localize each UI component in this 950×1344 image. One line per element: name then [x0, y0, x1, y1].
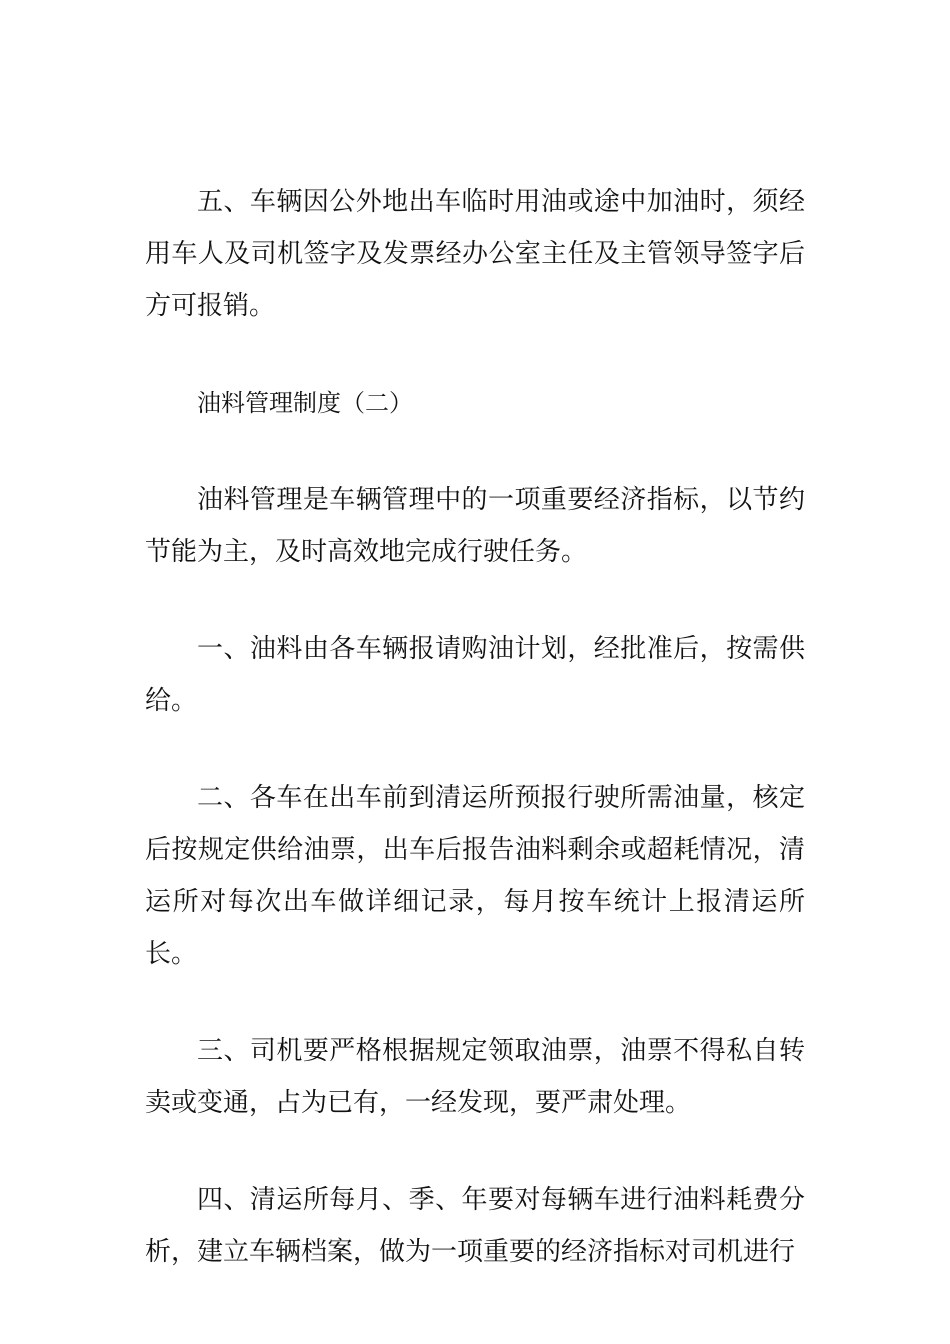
document-body — [145, 176, 805, 1323]
paragraph-item-five: 五、车辆因公外地出车临时用油或途中加油时，须经用车人及司机签字及发票经办公室主任及主管领导签字后方可报销。 — [145, 187, 805, 321]
paragraph-item-one: 一、油料由各车辆报请购油计划，经批准后，按需供给。 — [145, 634, 805, 716]
paragraph-item-four: 四、清运所每月、季、年要对每辆车进行油料耗费分析，建立车辆档案，做为一项重要的经济指标对司机进行 — [145, 1185, 805, 1267]
paragraph-item-two: 二、各车在出车前到清运所预报行驶所需油量，核定后按规定供给油票，出车后报告油料剩余或超耗情况，清运所对每次出车做详细记录，每月按车统计上报清运所长。 — [145, 783, 805, 969]
section-title: 油料管理制度（二） — [197, 389, 413, 417]
paragraph-intro: 油料管理是车辆管理中的一项重要经济指标，以节约节能为主，及时高效地完成行驶任务。 — [145, 485, 805, 567]
paragraph-item-three: 三、司机要严格根据规定领取油票，油票不得私自转卖或变通，占为已有，一经发现，要严肃处理。 — [145, 1036, 805, 1118]
